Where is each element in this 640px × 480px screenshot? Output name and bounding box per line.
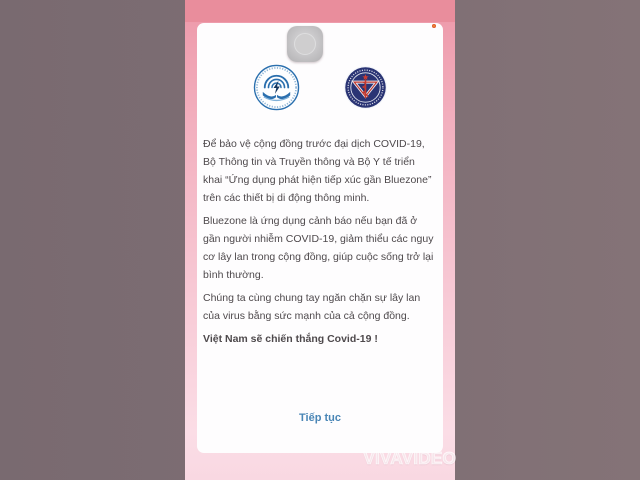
continue-button[interactable]: Tiếp tục: [299, 412, 341, 424]
intro-paragraph-1: Để bảo vệ cộng đồng trước đại dịch COVID-19, Bộ Thông tin và Truyền thông và Bộ Y tế triển khai “Ứng dụng phát hiện tiếp xúc gần Bluezone” trên các thiết bị di động thông minh.: [203, 138, 432, 204]
ministry-logos: [197, 64, 443, 111]
status-bar: [185, 0, 455, 22]
moh-ministry-logo: [343, 65, 388, 110]
intro-paragraph-3: Chúng ta cùng chung tay ngăn chặn sự lây lan của virus bằng sức mạnh của cả cộng đồng.: [203, 292, 421, 322]
intro-paragraph-2: Bluezone là ứng dụng cảnh báo nếu bạn đã ở gần người nhiễm COVID-19, giảm thiểu các nguy cơ lây lan trong cộng đồng, giúp cuộc sống trở lại bình thường.: [203, 215, 434, 281]
screen-record-button[interactable]: [287, 26, 323, 62]
onboarding-card: [197, 23, 443, 453]
intro-text: [203, 135, 437, 353]
screen-record-button-icon: [294, 33, 316, 55]
recording-indicator-dot: [432, 24, 436, 28]
victory-headline: Việt Nam sẽ chiến thắng Covid-19 !: [203, 333, 378, 345]
phone-screen: [185, 0, 455, 480]
mic-ministry-logo: [253, 64, 300, 111]
vivavideo-watermark: VIVAVIDEO: [363, 448, 456, 468]
